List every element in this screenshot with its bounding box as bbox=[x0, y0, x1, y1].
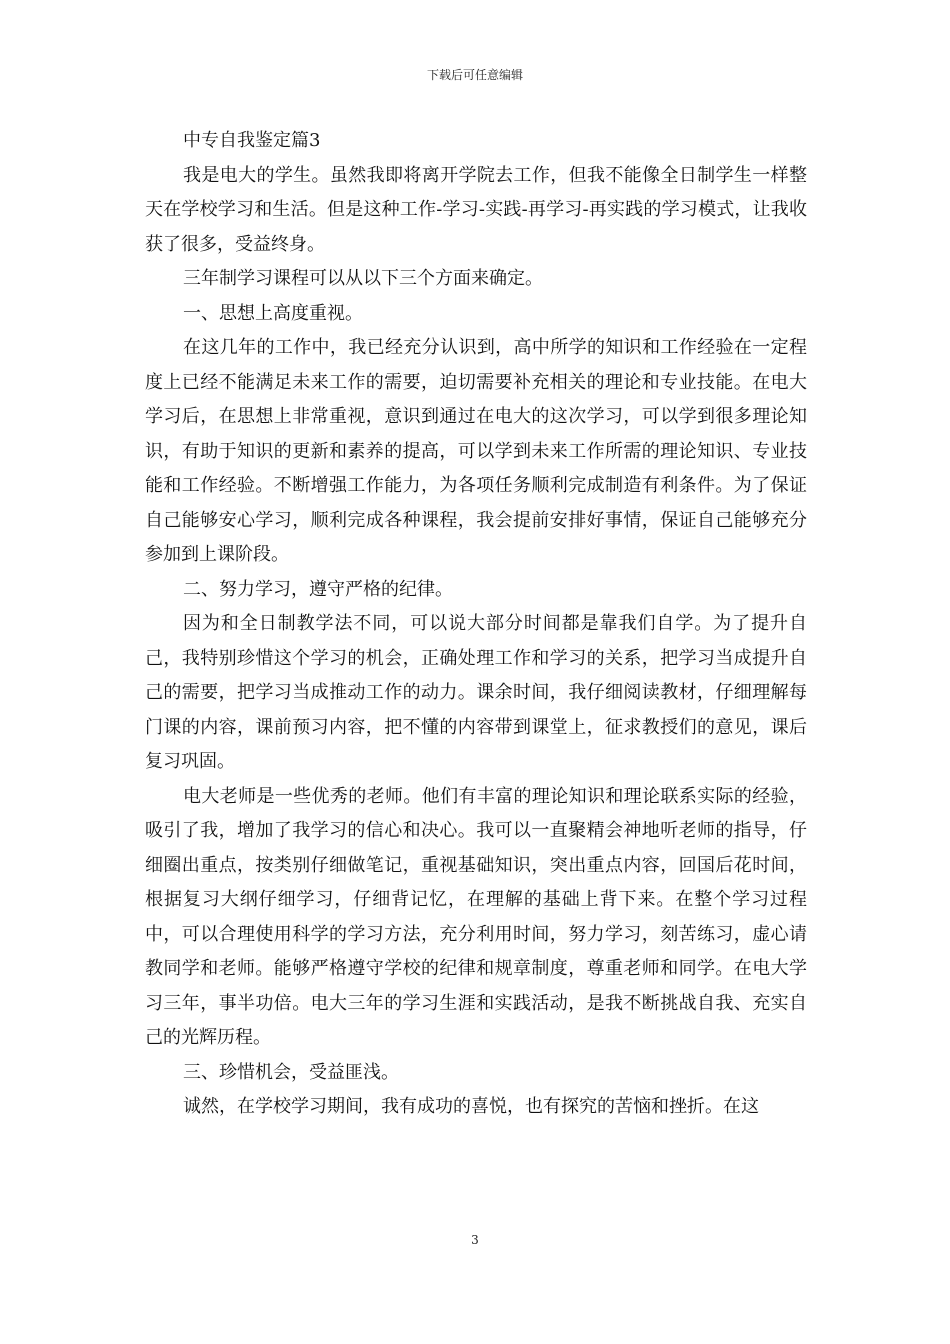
page-header: 下载后可任意编辑 bbox=[426, 68, 523, 82]
document-body bbox=[145, 124, 807, 1125]
paragraph-two-a: 因为和全日制教学法不同，可以说大部分时间都是靠我们自学。为了提升自己，我特别珍惜这个学习的机会，正确处理工作和学习的关系，把学习当成提升自己的需要，把学习当成推动工作的动力。课余时间，我仔细阅读教材，仔细理解每门课的内容，课前预习内容，把不懂的内容带到课堂上，征求教授们的意见，课后复习巩固。 bbox=[145, 613, 807, 772]
paragraph-three: 诚然，在学校学习期间，我有成功的喜悦，也有探究的苦恼和挫折。在这 bbox=[183, 1096, 759, 1117]
paragraph-intro: 我是电大的学生。虽然我即将离开学院去工作，但我不能像全日制学生一样整天在学校学习和生活。但是这种工作-学习-实践-再学习-再实践的学习模式，让我收获了很多，受益终身。 bbox=[145, 164, 807, 255]
paragraph-one: 在这几年的工作中，我已经充分认识到，高中所学的知识和工作经验在一定程度上已经不能满足未来工作的需要，迫切需要补充相关的理论和专业技能。在电大学习后，在思想上非常重视，意识到通过在电大的这次学习，可以学到很多理论知识，有助于知识的更新和素养的提高，可以学到未来工作所需的理论知识、专业技能和工作经验。不断增强工作能力，为各项任务顺利完成制造有利条件。为了保证自己能够安心学习，顺利完成各种课程，我会提前安排好事情，保证自己能够充分参加到上课阶段。 bbox=[145, 337, 807, 565]
paragraph-two-b: 电大老师是一些优秀的老师。他们有丰富的理论知识和理论联系实际的经验，吸引了我，增加了我学习的信心和决心。我可以一直聚精会神地听老师的指导，仔细圈出重点，按类别仔细做笔记，重视基础知识，突出重点内容，回国后花时间，根据复习大纲仔细学习，仔细背记忆，在理解的基础上背下来。在整个学习过程中，可以合理使用科学的学习方法，充分利用时间，努力学习，刻苦练习，虚心请教同学和老师。能够严格遵守学校的纪律和规章制度，尊重老师和同学。在电大学习三年，事半功倍。电大三年的学习生涯和实践活动，是我不断挑战自我、充实自己的光辉历程。 bbox=[145, 785, 807, 1048]
page-number: 3 bbox=[471, 1233, 479, 1247]
section-title: 中专自我鉴定篇3 bbox=[183, 130, 321, 151]
paragraph-overview: 三年制学习课程可以从以下三个方面来确定。 bbox=[183, 268, 543, 289]
heading-three: 三、珍惜机会，受益匪浅。 bbox=[183, 1061, 399, 1083]
heading-one: 一、思想上高度重视。 bbox=[183, 302, 363, 324]
heading-two: 二、努力学习，遵守严格的纪律。 bbox=[183, 578, 453, 600]
